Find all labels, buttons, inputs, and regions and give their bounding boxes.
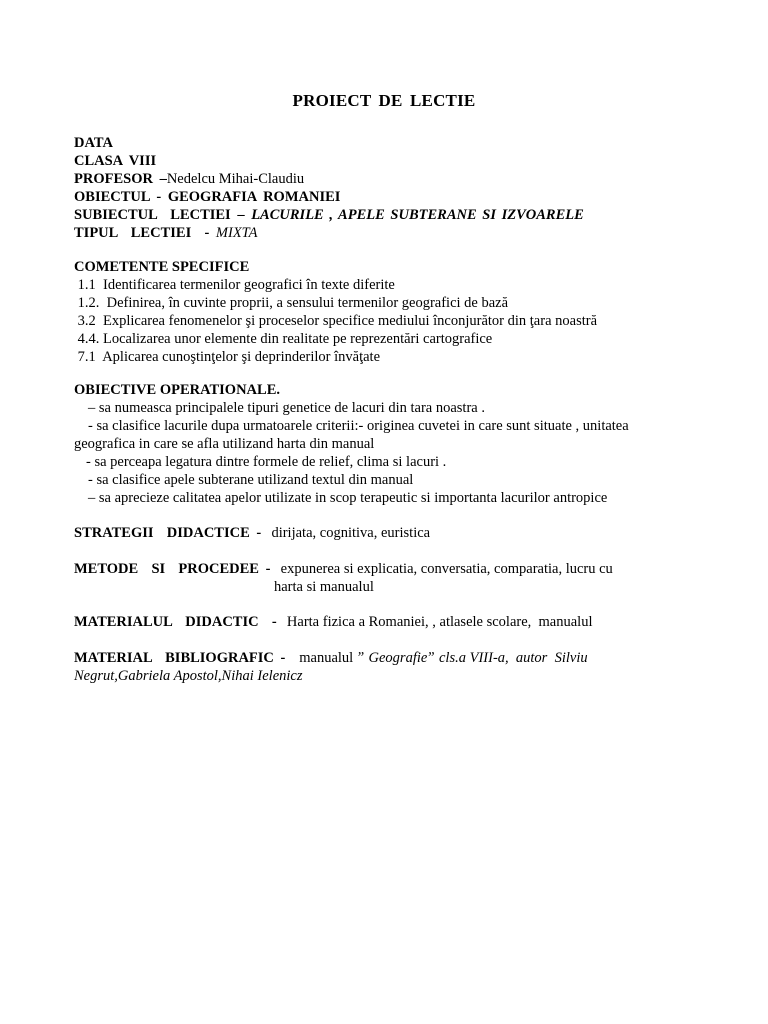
competenta-item: 1.2. Definirea, în cuvinte proprii, a sensului termenilor geografici de bază	[74, 295, 509, 311]
metode-section	[74, 560, 714, 596]
competente-heading: COMETENTE SPECIFICE	[74, 259, 250, 275]
bibliografic-value-line1: ˮ Geografieˮ cls.a VIII-a, autor Silviu	[356, 650, 588, 666]
obiective-heading: OBIECTIVE OPERATIONALE.	[74, 382, 280, 398]
metode-value-line2: harta si manualul	[274, 579, 374, 595]
materialul-value: Harta fizica a Romaniei, , atlasele scolare, manualul	[283, 614, 593, 630]
metode-value-line1: expunerea si explicatia, conversatia, comparatia, lucru cu	[277, 561, 613, 577]
obiectiv-item-continued: geografica in care se afla utilizand harta din manual	[74, 436, 375, 452]
page-title: PROIECT DE LECTIE	[292, 91, 476, 110]
obiectiv-item: – sa numeasca principalele tipuri genetice de lacuri din tara noastra .	[88, 400, 485, 416]
materialul-label: MATERIALUL DIDACTIC -	[74, 614, 284, 630]
clasa-label: CLASA VIII	[74, 153, 157, 169]
tipul-label: TIPUL LECTIEI -	[74, 225, 216, 241]
bibliografic-label: MATERIAL BIBLIOGRAFIC -	[74, 650, 292, 666]
strategii-line	[74, 524, 714, 542]
competenta-item: 3.2 Explicarea fenomenelor şi proceselor specifice mediului înconjurător din ţara noastră	[74, 313, 598, 329]
subiectul-label: SUBIECTUL LECTIEI –	[74, 207, 252, 223]
metode-line	[74, 560, 714, 578]
profesor-value: Nedelcu Mihai-Claudiu	[166, 171, 305, 187]
obiectiv-item: - sa perceapa legatura dintre formele de relief, clima si lacuri .	[86, 454, 447, 470]
subiectul-value: LACURILE , APELE SUBTERANE SI IZVOARELE	[251, 207, 584, 223]
obiective-section	[74, 381, 734, 507]
metode-label: METODE SI PROCEDEE -	[74, 561, 278, 577]
tipul-line	[74, 224, 714, 242]
competenta-item: 7.1 Aplicarea cunoştinţelor şi deprinderilor învăţate	[74, 349, 381, 365]
tipul-value: MIXTA	[215, 225, 258, 241]
obiectul-line	[74, 188, 714, 206]
bibliografic-line	[74, 649, 714, 667]
profesor-line	[74, 170, 714, 188]
clasa-line	[74, 152, 714, 170]
bibliografic-value-line2: Negrut,Gabriela Apostol,Nihai Ielenicz	[74, 668, 303, 684]
bibliografic-prefix: manualul	[291, 650, 357, 666]
materialul-section	[74, 613, 714, 631]
strategii-label: STRATEGII DIDACTICE -	[74, 525, 268, 541]
obiectiv-item: - sa clasifice lacurile dupa urmatoarele criterii:- originea cuvetei in care sunt situate , unitatea	[88, 418, 629, 434]
profesor-label: PROFESOR –	[74, 171, 167, 187]
data-label: DATA	[74, 135, 113, 151]
bibliografic-section	[74, 649, 714, 685]
competenta-item: 1.1 Identificarea termenilor geografici în texte diferite	[74, 277, 395, 293]
subiectul-line	[74, 206, 714, 224]
obiectiv-item: – sa aprecieze calitatea apelor utilizate in scop terapeutic si importanta lacurilor antropice	[88, 490, 608, 506]
obiectul-label: OBIECTUL - GEOGRAFIA ROMANIEI	[74, 189, 341, 205]
header-block	[74, 134, 714, 242]
competente-section	[74, 258, 714, 366]
competenta-item: 4.4. Localizarea unor elemente din realitate pe reprezentări cartografice	[74, 331, 493, 347]
materialul-line	[74, 613, 714, 631]
strategii-value: dirijata, cognitiva, euristica	[267, 525, 431, 541]
strategii-section	[74, 524, 714, 542]
obiectiv-item: - sa clasifice apele subterane utilizand textul din manual	[88, 472, 414, 488]
